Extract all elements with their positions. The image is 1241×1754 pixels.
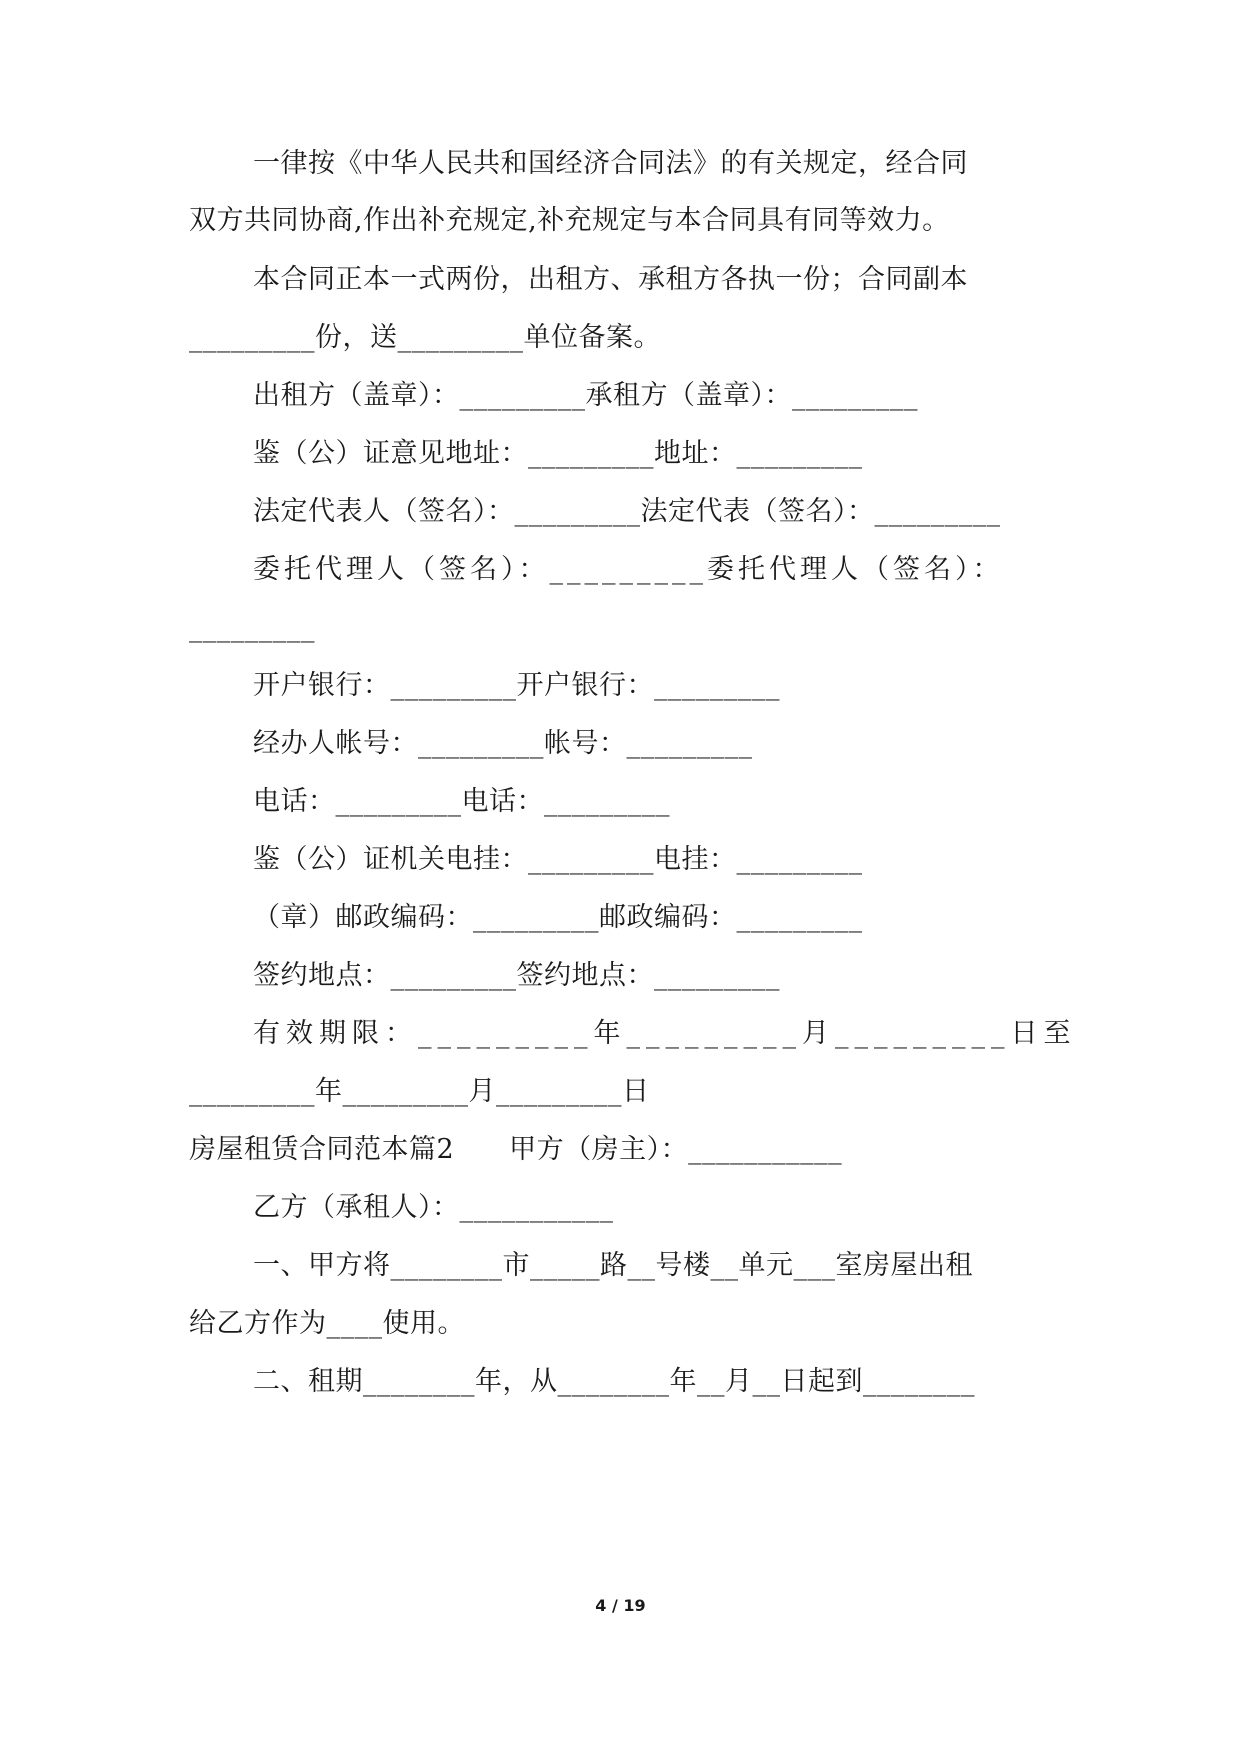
text-line: 一、甲方将________市_____路__号楼__单元___室房屋出租	[253, 1250, 973, 1281]
text-line: 出租方（盖章）：_________承租方（盖章）：_________	[253, 380, 918, 411]
text-line: 鉴（公）证机关电挂：_________电挂：_________	[253, 844, 863, 875]
text-line: _________	[189, 612, 315, 643]
text-line: 本合同正本一式两份，出租方、承租方各执一份；合同副本	[253, 264, 968, 295]
text-line: 鉴（公）证意见地址：_________地址：_________	[253, 438, 863, 469]
page-number: 4 / 19	[595, 1596, 646, 1615]
text-line: 一律按《中华人民共和国经济合同法》的有关规定，经合同	[253, 148, 968, 179]
text-line: _________年_________月_________日	[189, 1076, 650, 1107]
text-line: 给乙方作为____使用。	[189, 1308, 465, 1339]
text-line: 乙方（承租人）：___________	[253, 1192, 614, 1223]
text-line: 双方共同协商,作出补充规定,补充规定与本合同具有同等效力。	[189, 205, 950, 236]
text-line: 法定代表人（签名）：_________法定代表（签名）：_________	[253, 496, 1001, 527]
section-heading-line: 房屋租赁合同范本篇2 甲方（房主）：___________	[189, 1134, 843, 1165]
text-line: （章）邮政编码：_________邮政编码：_________	[253, 902, 863, 933]
text-line: 电话：_________电话：_________	[253, 786, 670, 817]
text-line: 签约地点：_________签约地点：_________	[253, 960, 780, 991]
text-line: 委托代理人（签名）：_________委托代理人（签名）：	[253, 554, 1004, 585]
text-line: 开户银行：_________开户银行：_________	[253, 670, 780, 701]
text-line: 有效期限：_________年_________月_________日至	[253, 1018, 1077, 1049]
text-line: 经办人帐号：_________帐号：_________	[253, 728, 753, 759]
text-line: _________份，送_________单位备案。	[189, 322, 661, 353]
text-line: 二、租期________年，从________年__月__日起到________	[253, 1366, 975, 1397]
